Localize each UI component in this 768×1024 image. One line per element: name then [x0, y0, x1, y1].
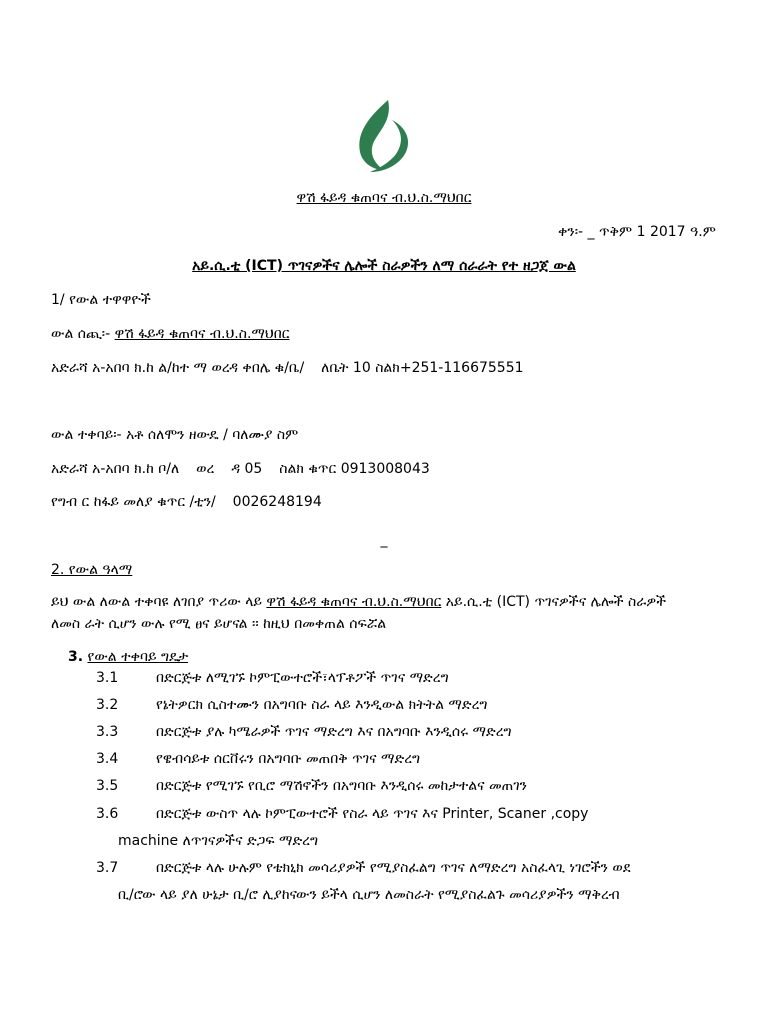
list-item-number: 3.2 — [96, 697, 119, 713]
list-item-text: በድርጅቱ ውስጥ ላሉ ኮምፒውተሮች የስራ ላይ ጥገና እና Printer, Scaner ,copy — [156, 806, 589, 822]
list-item-continuation: ቢ/ሮው ላይ ያለ ሁኔታ ቢ/ሮ ሊያከናውን ይችላ ሲሆን ለመስራት የሚያስፈልጉ መሳሪያዎችን ማቅረብ — [118, 887, 620, 903]
list-item — [96, 804, 588, 824]
list-item-text: በድርጅቱ ያሉ ካሜራዎች ጥገና ማድረግ እና በአግባቡ እንዲሰሩ ማድረግ — [156, 724, 512, 740]
section3-heading-number: 3. — [68, 649, 84, 665]
organization-name-heading: ዋሽ ፋይዳ ቁጠባና ብ.ህ.ስ.ማህበር — [296, 190, 472, 206]
party2-label: ውል ተቀባይ፡- — [51, 427, 122, 443]
section3-heading-line — [68, 647, 188, 667]
party2-line — [51, 425, 298, 445]
section2-line1-org: ዋሽ ፋይዳ ቁጠባና ብ.ህ.ስ.ማህበር — [266, 594, 442, 610]
section2-line1-post: አይ.ሲ.ቲ (ICT) ጥገናዎችና ሌሎች ስራዎች — [445, 594, 667, 610]
list-item-text: የዌብሳይቱ ሰርቨሩን በአግባቡ መጠበቅ ጥገና ማድረግ — [156, 751, 421, 767]
party2-tin-value: 0026248194 — [232, 494, 322, 510]
document-title: አይ.ሲ.ቲ (ICT) ጥገናዎችና ሌሎች ስራዎችን ለማ ሰራራት የተ ዘጋጀ ውል — [192, 258, 576, 274]
section2-heading: 2. የውል ዓላማ — [51, 562, 133, 578]
party2-address-line — [51, 459, 430, 479]
list-item — [96, 749, 420, 769]
party1-label: ውል ሰጪ፡- — [51, 326, 111, 342]
section2-paragraph-line1 — [51, 592, 666, 612]
list-item-text: በድርጅቱ የሚገኙ የቢሮ ማሽኖችን በአግባቡ እንዲሰሩ መከታተልና መጠገን — [156, 778, 527, 794]
party1-house: ለቤት 10 ስልክ+251-116675551 — [321, 360, 524, 376]
list-item-number: 3.3 — [96, 724, 119, 740]
date-value: ጥቅም 1 2017 ዓ.ም — [599, 224, 716, 240]
list-item-number: 3.6 — [96, 806, 119, 822]
party2-tin-line — [51, 492, 322, 512]
list-item-number: 3.5 — [96, 778, 119, 794]
list-item — [96, 668, 449, 688]
organization-logo — [348, 98, 414, 174]
list-item — [96, 695, 488, 715]
separator-dash: _ — [380, 532, 388, 548]
party1-address: አድራሻ አ-አበባ ክ.ከ ል/ከተ ማ ወረዳ ቀበሌ ቁ/ቤ/ — [51, 360, 305, 376]
list-item-number: 3.7 — [96, 860, 119, 876]
list-item-continuation: machine ለጥገናዎችና ድጋፍ ማድረግ — [118, 833, 319, 849]
section1-heading: 1/ የውል ተዋዋዮች — [51, 292, 151, 308]
party2-phone: ስልክ ቁጥር 0913008043 — [279, 461, 430, 477]
date-blank: _ — [587, 224, 595, 240]
list-item-number: 3.1 — [96, 670, 119, 686]
date-line — [558, 222, 716, 242]
party1-address-line — [51, 358, 524, 378]
party2-woreda: ወረ — [196, 461, 215, 477]
section3-heading: የውል ተቀባይ ግዴታ — [87, 649, 189, 665]
section2-paragraph-line2: ለመስ ራት ሲሆን ውሉ የሚ ፀና ይሆናል ፡፡ ከዚህ በመቀጠል ሰፍሯል — [51, 616, 387, 632]
list-item-text: በድርጅቱ ላሉ ሁሉም የቴክኒክ መሳሪያዎች የሚያስፈልግ ጥገና ለማድረግ አስፈላጊ ነገሮችን ወደ — [156, 860, 631, 876]
list-item-number: 3.4 — [96, 751, 119, 767]
party2-address: አድራሻ አ-አበባ ክ.ከ ቦ/ለ — [51, 461, 180, 477]
list-item — [96, 722, 512, 742]
list-item-text: በድርጅቱ ለሚገኙ ኮምፒውተሮች፣ላፕቶፖች ጥገና ማድረግ — [156, 670, 449, 686]
party1-name: ዋሽ ፋይዳ ቁጠባና ብ.ህ.ስ.ማህበር — [114, 326, 290, 342]
party2-tin-label: የግብ ር ከፋይ መለያ ቁጥር /ቲን/ — [51, 494, 216, 510]
party2-house: ዳ 05 — [231, 461, 263, 477]
party2-name: አቶ ሰለሞን ዘውዴ / ባለሙያ ስም — [126, 427, 299, 443]
list-item-text: የኔትዎርክ ሲስተሙን በአግባቡ ስራ ላይ እንዲውል ክትትል ማድረግ — [156, 697, 488, 713]
section2-line1-pre: ይህ ውል ለውል ተቀባዩ ለገበያ ጥሪው ላይ — [51, 594, 262, 610]
date-label: ቀን፡- — [558, 224, 584, 240]
list-item — [96, 776, 527, 796]
list-item — [96, 858, 630, 878]
party1-line — [51, 324, 290, 344]
